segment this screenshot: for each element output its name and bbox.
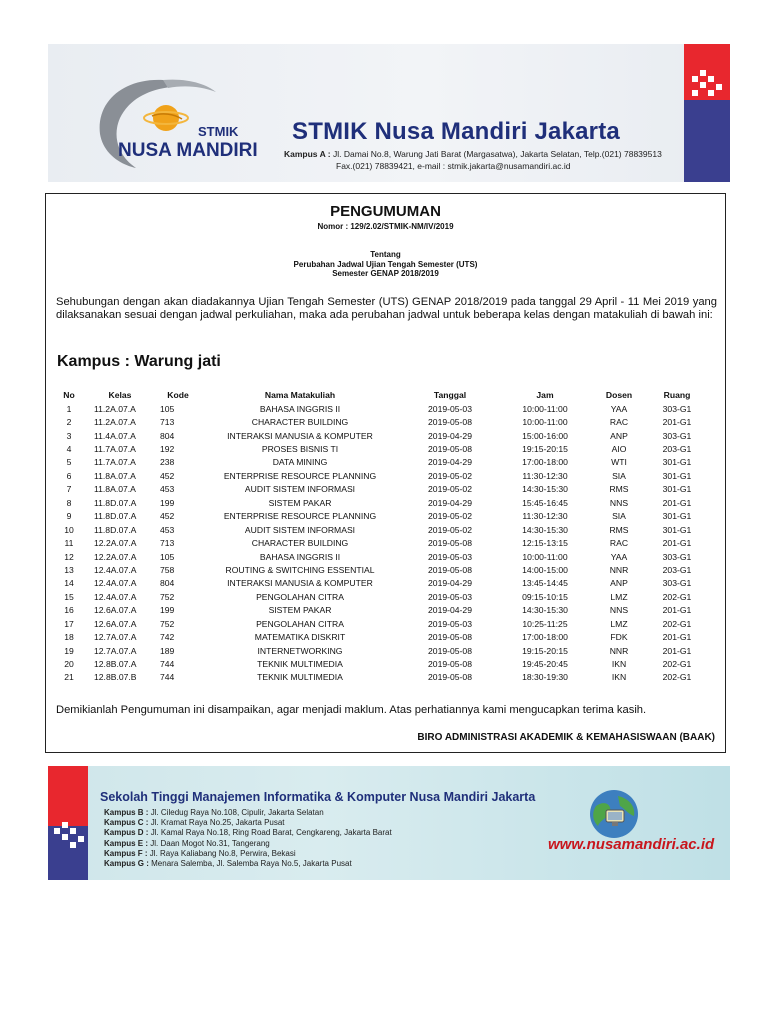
- footer-title: Sekolah Tinggi Manajemen Informatika & Komputer Nusa Mandiri Jakarta: [100, 790, 536, 804]
- table-cell: 4: [66, 444, 72, 455]
- column-header: No: [63, 390, 75, 400]
- table-row: [54, 456, 706, 469]
- table-cell: 202-G1: [662, 659, 692, 670]
- table-cell: 09:15-10:15: [522, 591, 568, 602]
- table-cell: 12.4A.07.A: [94, 591, 137, 602]
- table-cell: 2019-04-29: [428, 430, 472, 441]
- table-cell: 11.8A.07.A: [94, 470, 136, 481]
- table-cell: TEKNIK MULTIMEDIA: [257, 672, 343, 683]
- table-cell: 7: [66, 484, 72, 495]
- table-cell: 17: [64, 618, 74, 629]
- table-cell: 744: [160, 672, 175, 683]
- announcement-number: Nomor : 129/2.02/STMIK-NM/IV/2019: [317, 222, 454, 231]
- table-cell: 2019-05-02: [428, 524, 472, 535]
- table-cell: 12.6A.07.A: [94, 605, 137, 616]
- pixel-decoration: [684, 44, 730, 182]
- table-cell: 713: [160, 417, 175, 428]
- table-cell: 2019-04-29: [428, 605, 472, 616]
- table-cell: YAA: [610, 403, 628, 414]
- table-cell: ENTERPRISE RESOURCE PLANNING: [223, 470, 377, 481]
- table-cell: 10:00-11:00: [522, 551, 568, 562]
- campus-text: Menara Salemba, Jl. Salemba Raya No.5, Jakarta Pusat: [151, 859, 352, 868]
- announcement-semester: Semester GENAP 2018/2019: [332, 269, 439, 278]
- table-cell: 201-G1: [662, 497, 692, 508]
- table-cell: YAA: [610, 551, 628, 562]
- table-cell: 11.7A.07.A: [94, 444, 136, 455]
- table-cell: 752: [160, 591, 175, 602]
- table-cell: CHARACTER BUILDING: [251, 538, 349, 549]
- table-cell: 19:15-20:15: [522, 444, 568, 455]
- table-cell: 453: [160, 524, 175, 535]
- table-cell: 12.2A.07.A: [94, 538, 137, 549]
- table-cell: 12.2A.07.A: [94, 551, 137, 562]
- table-cell: 303-G1: [662, 551, 692, 562]
- campus-text: Jl. Daan Mogot No.31, Tangerang: [150, 838, 270, 848]
- table-cell: BAHASA INGGRIS II: [259, 551, 341, 562]
- table-row: [54, 550, 706, 563]
- table-cell: MATEMATIKA DISKRIT: [254, 632, 346, 643]
- campus-text: Jl. Kamal Raya No.18, Ring Road Barat, Cengkareng, Jakarta Barat: [150, 828, 392, 838]
- table-cell: 18: [64, 632, 74, 643]
- table-cell: 192: [160, 444, 175, 455]
- table-cell: 10:25-11:25: [522, 618, 568, 629]
- table-cell: 10:00-11:00: [522, 417, 568, 428]
- campus-text: Jl. Ciledug Raya No.108, Cipulir, Jakarta Selatan: [150, 808, 324, 817]
- table-cell: 2019-05-02: [428, 484, 472, 495]
- column-header: Kelas: [108, 390, 132, 400]
- table-cell: 15:45-16:45: [522, 497, 568, 508]
- table-cell: 2019-05-02: [428, 470, 472, 481]
- campus-heading: Kampus : Warung jati: [57, 353, 221, 370]
- announcement-about-label: Tentang: [370, 250, 401, 259]
- table-cell: 199: [160, 605, 175, 616]
- table-cell: 20: [64, 659, 74, 670]
- table-cell: 19:15-20:15: [522, 645, 568, 656]
- table-cell: 2019-04-29: [428, 457, 472, 468]
- table-cell: CHARACTER BUILDING: [251, 417, 349, 428]
- table-cell: 13: [64, 564, 74, 575]
- table-cell: 804: [160, 578, 175, 589]
- table-cell: 12.8B.07.A: [94, 659, 137, 670]
- table-cell: 11.2A.07.A: [94, 417, 136, 428]
- table-row: [54, 577, 706, 590]
- logo-stmik-text: STMIK: [198, 124, 239, 139]
- nusa-mandiri-logo: [88, 72, 278, 177]
- table-cell: 12: [64, 551, 74, 562]
- table-cell: SIA: [612, 470, 626, 481]
- campus-address: [104, 839, 270, 848]
- institution-name: STMIK Nusa Mandiri Jakarta: [292, 118, 620, 145]
- table-cell: 752: [160, 618, 175, 629]
- column-header: Jam: [536, 390, 554, 400]
- table-row: [54, 536, 706, 549]
- table-cell: NNR: [609, 564, 629, 575]
- campus-address: [104, 849, 296, 858]
- table-cell: 3: [66, 430, 72, 441]
- table-cell: 301-G1: [662, 484, 692, 495]
- table-cell: 2019-05-08: [428, 672, 472, 683]
- website-url[interactable]: www.nusamandiri.ac.id: [548, 836, 715, 853]
- table-cell: 2019-04-29: [428, 497, 472, 508]
- table-cell: NNS: [609, 497, 629, 508]
- table-cell: 12.6A.07.A: [94, 618, 137, 629]
- header-banner: [48, 44, 730, 182]
- table-cell: WTI: [611, 457, 627, 468]
- table-cell: 16: [64, 605, 74, 616]
- table-cell: 12.7A.07.A: [94, 632, 137, 643]
- campus-text: Jl. Kramat Raya No.25, Jakarta Pusat: [150, 818, 285, 828]
- table-row: [54, 630, 706, 643]
- table-cell: 11: [64, 538, 74, 549]
- table-cell: 11.8D.07.A: [94, 497, 137, 508]
- table-row: [54, 510, 706, 523]
- table-cell: 2019-05-03: [428, 591, 472, 602]
- column-header: Nama Matakuliah: [264, 390, 336, 400]
- table-cell: INTERAKSI MANUSIA & KOMPUTER: [227, 430, 373, 441]
- table-cell: 301-G1: [662, 524, 692, 535]
- table-cell: RAC: [609, 417, 629, 428]
- table-cell: 713: [160, 538, 175, 549]
- table-cell: 14:30-15:30: [522, 524, 568, 535]
- address-label: Kampus A :: [284, 149, 331, 159]
- table-cell: 202-G1: [662, 618, 692, 629]
- address-line-2: Fax.(021) 78839421, e-mail : stmik.jakarta@nusamandiri.ac.id: [336, 161, 571, 171]
- table-cell: 453: [160, 484, 175, 495]
- campus-label: Kampus G :: [104, 859, 149, 868]
- table-cell: NNS: [609, 605, 629, 616]
- table-cell: 12:15-13:15: [522, 538, 568, 549]
- table-cell: SISTEM PAKAR: [268, 605, 332, 616]
- table-cell: AUDIT SISTEM INFORMASI: [244, 484, 356, 495]
- table-cell: 12.4A.07.A: [94, 564, 137, 575]
- table-cell: 2019-05-08: [428, 417, 472, 428]
- table-cell: PENGOLAHAN CITRA: [256, 591, 344, 602]
- table-cell: ENTERPRISE RESOURCE PLANNING: [223, 511, 377, 522]
- table-row: [54, 671, 706, 684]
- campus-label: Kampus B :: [104, 808, 149, 817]
- table-cell: FDK: [610, 632, 628, 643]
- table-row: [54, 590, 706, 603]
- table-cell: 17:00-18:00: [522, 632, 568, 643]
- table-cell: 11.2A.07.A: [94, 403, 136, 414]
- table-cell: IKN: [611, 672, 627, 683]
- table-cell: 2019-05-08: [428, 645, 472, 656]
- table-row: [54, 657, 706, 670]
- table-cell: 14: [64, 578, 74, 589]
- column-header: Ruang: [663, 390, 691, 400]
- announcement-subject: Perubahan Jadwal Ujian Tengah Semester (UTS): [293, 260, 478, 269]
- campus-text: Jl. Raya Kaliabang No.8, Perwira, Bekasi: [149, 848, 296, 858]
- table-row: [54, 496, 706, 509]
- table-cell: 202-G1: [662, 672, 692, 683]
- table-header-row: [54, 388, 706, 402]
- table-cell: 14:00-15:00: [522, 564, 568, 575]
- table-cell: 201-G1: [662, 632, 692, 643]
- table-cell: INTERNETWORKING: [257, 645, 343, 656]
- campus-label: Kampus C :: [104, 818, 149, 828]
- pixel-decoration-footer: [48, 766, 88, 880]
- table-cell: TEKNIK MULTIMEDIA: [257, 659, 343, 670]
- signer: BIRO ADMINISTRASI AKADEMIK & KEMAHASISWAAN (BAAK): [417, 732, 715, 743]
- campus-address: [104, 808, 324, 817]
- table-row: [54, 644, 706, 657]
- table-cell: RMS: [609, 484, 629, 495]
- table-cell: INTERAKSI MANUSIA & KOMPUTER: [227, 578, 373, 589]
- table-row: [54, 483, 706, 496]
- table-cell: 202-G1: [662, 591, 692, 602]
- table-cell: 452: [160, 470, 175, 481]
- table-cell: 2019-05-02: [428, 511, 472, 522]
- campus-label: Kampus D :: [104, 828, 149, 838]
- table-cell: 21: [64, 672, 74, 683]
- table-cell: 742: [160, 632, 175, 643]
- table-row: [54, 563, 706, 576]
- schedule-table: [54, 388, 706, 684]
- column-header: Kode: [167, 390, 189, 400]
- table-cell: 201-G1: [662, 417, 692, 428]
- announcement-title: PENGUMUMAN: [330, 203, 441, 220]
- table-cell: SISTEM PAKAR: [268, 497, 332, 508]
- table-cell: 2019-05-08: [428, 659, 472, 670]
- footer-banner: [48, 766, 730, 880]
- campus-label: Kampus E :: [104, 838, 149, 848]
- table-cell: NNR: [609, 645, 629, 656]
- table-cell: LMZ: [610, 618, 628, 629]
- table-cell: 15:00-16:00: [522, 430, 568, 441]
- table-cell: 11:30-12:30: [522, 511, 568, 522]
- closing-paragraph: Demikianlah Pengumuman ini disampaikan, agar menjadi maklum. Atas perhatiannya kami mengucapkan terima kasih.: [56, 704, 647, 716]
- table-cell: PENGOLAHAN CITRA: [256, 618, 344, 629]
- table-cell: 301-G1: [662, 457, 692, 468]
- table-cell: 201-G1: [662, 538, 692, 549]
- table-cell: BAHASA INGGRIS II: [259, 403, 341, 414]
- table-cell: 301-G1: [662, 511, 692, 522]
- table-row: [54, 429, 706, 442]
- table-cell: 19: [64, 645, 74, 656]
- table-cell: 301-G1: [662, 470, 692, 481]
- table-cell: AIO: [611, 444, 627, 455]
- table-cell: 11.4A.07.A: [94, 430, 136, 441]
- intro-paragraph: Sehubungan dengan akan diadakannya Ujian Tengah Semester (UTS) GENAP 2018/2019 pada tanggal 29 April - 11 Mei 2019 yang dilaksanakan sesuai dengan jadwal perkuliahan, maka ada perubahan jadwal untuk beberapa kelas dengan matakuliah di bawah ini:: [56, 296, 717, 322]
- table-cell: LMZ: [610, 591, 628, 602]
- campus-address: [104, 828, 392, 837]
- table-cell: 2019-04-29: [428, 578, 472, 589]
- table-cell: ANP: [610, 578, 628, 589]
- table-row: [54, 415, 706, 428]
- table-cell: 9: [66, 511, 72, 522]
- column-header: Dosen: [605, 390, 633, 400]
- table-cell: 12.8B.07.B: [94, 672, 137, 683]
- table-cell: 199: [160, 497, 175, 508]
- table-cell: 2019-05-03: [428, 551, 472, 562]
- globe-icon: [586, 786, 642, 842]
- logo-name-text: NUSA MANDIRI: [118, 140, 258, 161]
- table-row: [54, 469, 706, 482]
- table-cell: 2: [66, 417, 72, 428]
- table-cell: 303-G1: [662, 430, 692, 441]
- table-cell: 17:00-18:00: [522, 457, 568, 468]
- table-cell: PROSES BISNIS TI: [261, 444, 339, 455]
- table-cell: 18:30-19:30: [522, 672, 568, 683]
- table-cell: 105: [160, 403, 175, 414]
- table-cell: 2019-05-08: [428, 632, 472, 643]
- campus-address: [104, 859, 352, 868]
- address-text: Jl. Damai No.8, Warung Jati Barat (Margasatwa), Jakarta Selatan, Telp.(021) 78839513: [332, 149, 662, 159]
- table-cell: 12.7A.07.A: [94, 645, 137, 656]
- campus-label: Kampus F :: [104, 848, 148, 858]
- table-cell: 2019-05-08: [428, 538, 472, 549]
- table-cell: 452: [160, 511, 175, 522]
- table-cell: 5: [66, 457, 72, 468]
- table-cell: SIA: [612, 511, 626, 522]
- table-cell: 11.8A.07.A: [94, 484, 136, 495]
- table-cell: 11.8D.07.A: [94, 524, 137, 535]
- table-cell: 12.4A.07.A: [94, 578, 137, 589]
- table-cell: 2019-05-08: [428, 444, 472, 455]
- table-cell: 105: [160, 551, 175, 562]
- table-cell: ANP: [610, 430, 628, 441]
- table-cell: 11.8D.07.A: [94, 511, 137, 522]
- table-cell: 804: [160, 430, 175, 441]
- table-cell: RAC: [609, 538, 629, 549]
- table-cell: 10:00-11:00: [522, 403, 568, 414]
- table-cell: 201-G1: [662, 645, 692, 656]
- column-header: Tanggal: [433, 390, 467, 400]
- table-cell: 11:30-12:30: [522, 470, 568, 481]
- table-row: [54, 442, 706, 455]
- table-cell: 6: [66, 470, 72, 481]
- table-cell: 19:45-20:45: [522, 659, 568, 670]
- table-cell: 1: [66, 403, 72, 414]
- table-cell: 2019-05-08: [428, 564, 472, 575]
- table-cell: 201-G1: [662, 605, 692, 616]
- table-cell: 758: [160, 564, 175, 575]
- table-cell: 238: [160, 457, 175, 468]
- table-cell: AUDIT SISTEM INFORMASI: [244, 524, 356, 535]
- table-cell: 8: [66, 497, 72, 508]
- table-cell: 14:30-15:30: [522, 484, 568, 495]
- table-cell: 303-G1: [662, 403, 692, 414]
- table-cell: 203-G1: [662, 564, 692, 575]
- table-cell: 303-G1: [662, 578, 692, 589]
- table-cell: ROUTING & SWITCHING ESSENTIAL: [225, 564, 375, 575]
- table-row: [54, 617, 706, 630]
- table-cell: 2019-05-03: [428, 403, 472, 414]
- table-cell: DATA MINING: [272, 457, 328, 468]
- table-cell: 203-G1: [662, 444, 692, 455]
- table-cell: 10: [64, 524, 74, 535]
- table-cell: IKN: [611, 659, 627, 670]
- table-cell: 15: [64, 591, 74, 602]
- table-cell: 189: [160, 645, 175, 656]
- table-row: [54, 523, 706, 536]
- table-cell: 2019-05-03: [428, 618, 472, 629]
- table-cell: 13:45-14:45: [522, 578, 568, 589]
- table-cell: 11.7A.07.A: [94, 457, 136, 468]
- table-cell: 14:30-15:30: [522, 605, 568, 616]
- table-row: [54, 402, 706, 415]
- address-line-1: [284, 149, 662, 159]
- campus-address: [104, 818, 285, 827]
- table-cell: RMS: [609, 524, 629, 535]
- table-cell: 744: [160, 659, 175, 670]
- table-row: [54, 604, 706, 617]
- announcement-box: [45, 193, 726, 753]
